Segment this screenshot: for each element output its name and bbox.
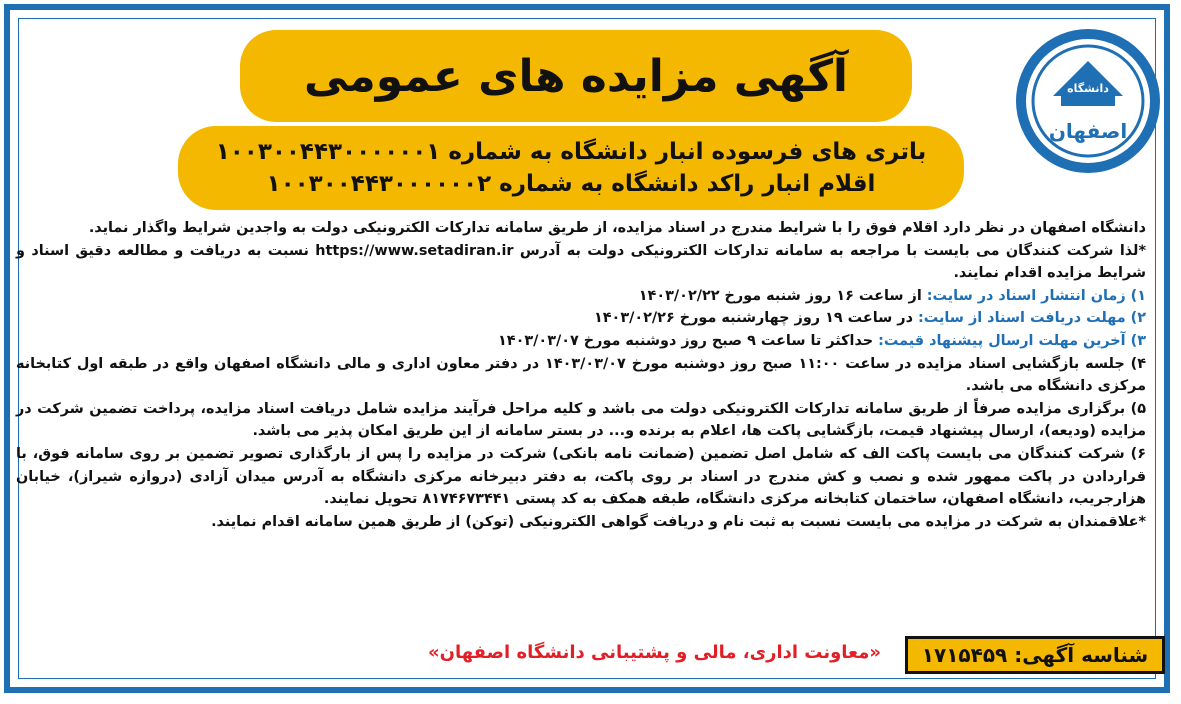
signature: «معاونت اداری، مالی و پشتیبانی دانشگاه اصفهان» xyxy=(428,642,881,663)
note-text-after: نسبت به دریافت و مطالعه دقیق اسناد و شرایط مزایده اقدام نمایند. xyxy=(16,242,1146,282)
ad-body xyxy=(16,217,1146,533)
item-3-text: حداکثر تا ساعت ۹ صبح روز دوشنبه مورخ ۱۴۰۳/۰۳/۰۷ xyxy=(498,332,874,349)
item-1-label: ۱) زمان انتشار اسناد در سایت: xyxy=(926,287,1146,304)
logo-top-text: دانشگاه xyxy=(1067,82,1109,95)
ad-id-badge: شناسه آگهی: ۱۷۱۵۴۵۹ xyxy=(905,636,1165,674)
paragraph-4: ۴) جلسه بازگشایی اسناد مزایده در ساعت ۱۱:۰۰ صبح روز دوشنبه مورخ ۱۴۰۳/۰۳/۰۷ در دفتر معاون اداری و مالی دانشگاه اصفهان واقع در طبقه اول کتابخانه مرکزی دانشگاه می باشد. xyxy=(16,355,1146,395)
page-title: آگهی مزایده های عمومی xyxy=(303,50,849,102)
item-3-label: ۳) آخرین مهلت ارسال پیشنهاد قیمت: xyxy=(878,332,1146,349)
item-1-text: از ساعت ۱۶ روز شنبه مورخ ۱۴۰۳/۰۲/۲۲ xyxy=(638,287,922,304)
university-logo xyxy=(1013,26,1163,176)
paragraph-6: ۶) شرکت کنندگان می بایست پاکت الف که شامل اصل تضمین (ضمانت نامه بانکی) شرکت در مزایده را پس از بارگذاری تصویر تضمین بر روی سامانه فوق، با قراردادن در پاکت ممهور شده و نصب و کش مندرج در اسناد بر روی پاکت، به دفتر دبیرخانه مرکزی دانشگاه به آدرس میدان آزادی (دروازه شیراز)، خیابان هزارجریب، دانشگاه اصفهان، ساختمان کتابخانه مرکزی دانشگاه، طبقه همکف به کد پستی ۸۱۷۴۶۷۳۴۴۱ تحویل نمایند. xyxy=(16,445,1146,508)
item-2-text: در ساعت ۱۹ روز چهارشنبه مورخ ۱۴۰۳/۰۲/۲۶ xyxy=(593,310,913,327)
title-banner xyxy=(240,30,912,122)
subtitle-line-2: اقلام انبار راکد دانشگاه به شماره ۱۰۰۳۰۰۴۴۳۰۰۰۰۰۰۲ xyxy=(266,171,876,197)
item-1 xyxy=(16,285,1146,308)
paragraph-7: *علاقمندان به شرکت در مزایده می بایست نسبت به ثبت نام و دریافت گواهی الکترونیکی (توکن) از طریق همین سامانه اقدام نمایند. xyxy=(211,513,1146,530)
note-text-before: *لذا شرکت کنندگان می بایست با مراجعه به سامانه تدارکات الکترونیکی دولت به آدرس xyxy=(519,242,1146,259)
subtitle-line-1: باتری های فرسوده انبار دانشگاه به شماره ۱۰۰۳۰۰۴۴۳۰۰۰۰۰۰۱ xyxy=(215,139,927,165)
paragraph-5: ۵) برگزاری مزایده صرفاً از طریق سامانه تدارکات الکترونیکی دولت می باشد و کلیه مراحل فرآیند مزایده شامل دریافت اسناد مزایده، پرداخت تضمین شرکت در مزایده (ودیعه)، ارسال پیشنهاد قیمت، بازگشایی پاکت ها، اعلام به برنده و... در بستر سامانه از این طریق امکان پذیر می باشد. xyxy=(16,400,1146,440)
footer xyxy=(0,636,1181,676)
intro-paragraph: دانشگاه اصفهان در نظر دارد اقلام فوق را با شرایط مندرج در اسناد مزایده، از طریق سامانه تدارکات الکترونیکی دولت به واجدین شرایط واگذار نماید. xyxy=(88,220,1146,236)
subtitle-banner xyxy=(178,126,964,210)
logo-bottom-text: اصفهان xyxy=(1048,119,1128,143)
note-paragraph xyxy=(16,240,1146,285)
website-link[interactable]: https://www.setadiran.ir xyxy=(315,242,514,259)
item-2-label: ۲) مهلت دریافت اسناد از سایت: xyxy=(918,310,1146,327)
item-3 xyxy=(16,330,1146,353)
item-2 xyxy=(16,307,1146,330)
